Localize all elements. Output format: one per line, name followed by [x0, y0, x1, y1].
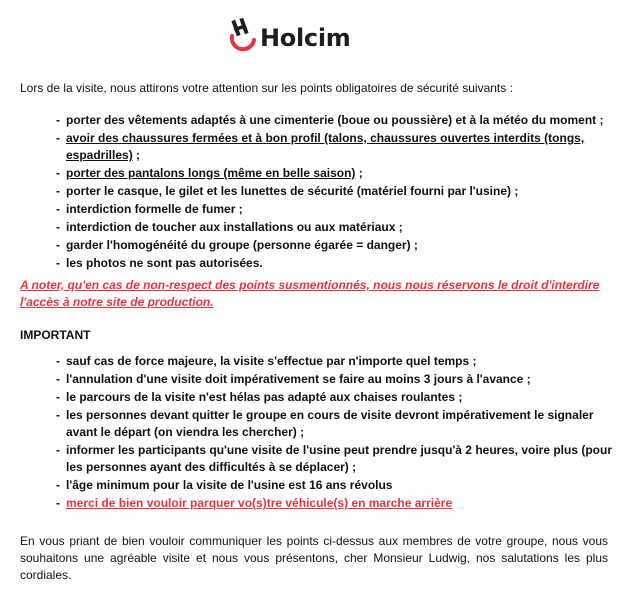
- list-item: - porter des vêtements adaptés à une cimenterie (boue ou poussière) et à la météo du moment ;: [56, 113, 604, 127]
- list-item: - les photos ne sont pas autorisées.: [56, 256, 263, 270]
- holcim-logo: [228, 12, 350, 58]
- important-heading: IMPORTANT: [20, 328, 91, 342]
- important-list: [56, 353, 616, 513]
- list-item: - interdiction formelle de fumer ;: [56, 202, 243, 216]
- list-item: - merci de bien vouloir parquer vo(s)tre véhicule(s) en marche arrière: [56, 496, 453, 510]
- list-item: - le parcours de la visite n'est hélas pas adapté aux chaises roulantes ;: [56, 390, 463, 404]
- holcim-h-icon: [228, 18, 258, 52]
- list-item: - porter des pantalons longs (même en belle saison) ;: [56, 166, 363, 180]
- list-item: - sauf cas de force majeure, la visite s'effectue par n'importe quel temps ;: [56, 354, 477, 368]
- list-item: - avoir des chaussures fermées et à bon profil (talons, chaussures ouvertes interdits (tongs, espadrilles) ;: [56, 131, 585, 162]
- brand-name: Holcim: [260, 24, 351, 52]
- warning-notice: A noter, qu'en cas de non-respect des points susmentionnés, nous nous réservons le droit d'interdire l'accès à notre site de production.: [20, 278, 600, 309]
- list-item: - l'âge minimum pour la visite de l'usine est 16 ans révolus: [56, 478, 393, 492]
- intro-text: Lors de la visite, nous attirons votre attention sur les points obligatoires de sécurité suivants :: [20, 81, 513, 95]
- list-item: - porter le casque, le gilet et les lunettes de sécurité (matériel fourni par l'usine) ;: [56, 184, 519, 198]
- list-item: - l'annulation d'une visite doit impérativement se faire au moins 3 jours à l'avance ;: [56, 372, 531, 386]
- safety-rules-list: [56, 112, 616, 273]
- list-item: - interdiction de toucher aux installations ou aux matériaux ;: [56, 220, 403, 234]
- closing-paragraph: En vous priant de bien vouloir communiquer les points ci-dessus aux membres de votre groupe, nous vous souhaitons une agréable visite et nous vous présentons, cher Monsieur Ludwig, nos salutations les plus cordiales.: [20, 534, 608, 582]
- list-item: - garder l'homogénéité du groupe (personne égarée = danger) ;: [56, 238, 418, 252]
- list-item: - informer les participants qu'une visite de l'usine peut prendre jusqu'à 2 heures, voire plus (pour les personnes ayant des difficultés à se déplacer) ;: [56, 443, 613, 474]
- list-item: - les personnes devant quitter le groupe en cours de visite devront impérativement le signaler avant le départ (on viendra les chercher) ;: [56, 408, 594, 439]
